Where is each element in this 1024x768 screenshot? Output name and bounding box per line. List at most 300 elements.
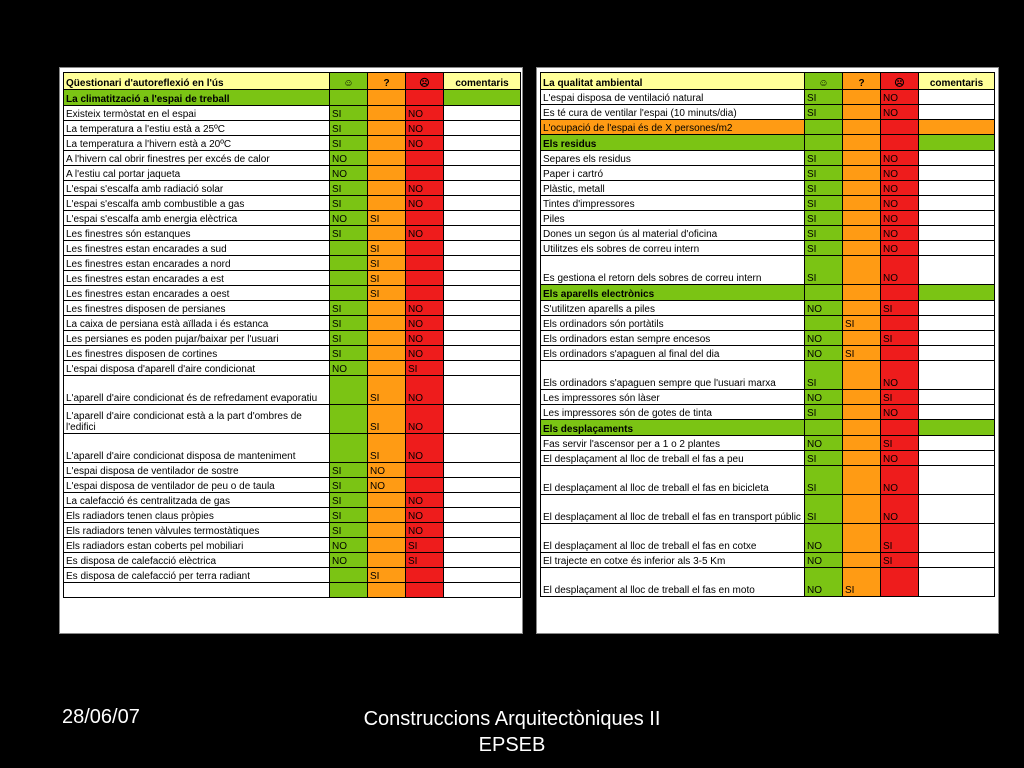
red-answer — [881, 346, 919, 361]
comment-cell — [444, 286, 521, 301]
red-answer: NO — [406, 196, 444, 211]
question-text: Fas servir l'ascensor per a 1 o 2 plantes — [541, 436, 805, 451]
orange-answer — [843, 120, 881, 135]
question-text: Els ordinadors s'apaguen sempre que l'usuari marxa — [541, 361, 805, 390]
comment-cell — [919, 196, 995, 211]
orange-answer — [843, 466, 881, 495]
green-answer: NO — [805, 301, 843, 316]
green-answer: SI — [805, 241, 843, 256]
red-answer — [406, 463, 444, 478]
question-row — [541, 346, 995, 361]
footer-title — [320, 706, 704, 758]
orange-answer — [368, 226, 406, 241]
orange-answer — [843, 90, 881, 105]
orange-answer: SI — [843, 568, 881, 597]
comment-cell — [919, 553, 995, 568]
orange-answer — [843, 436, 881, 451]
red-answer: NO — [881, 241, 919, 256]
question-text: L'ocupació de l'espai és de X persones/m2 — [541, 120, 805, 135]
green-answer: SI — [805, 211, 843, 226]
green-answer: SI — [805, 466, 843, 495]
green-answer: SI — [805, 105, 843, 120]
orange-answer: SI — [368, 271, 406, 286]
question-row — [541, 390, 995, 405]
question-text: Els ordinadors estan sempre encesos — [541, 331, 805, 346]
red-answer: NO — [406, 376, 444, 405]
green-answer — [805, 120, 843, 135]
red-answer: NO — [881, 211, 919, 226]
green-answer: NO — [805, 568, 843, 597]
header-row — [64, 73, 521, 90]
orange-answer — [843, 181, 881, 196]
comment-cell — [444, 166, 521, 181]
question-text: El desplaçament al lloc de treball el fas en cotxe — [541, 524, 805, 553]
comment-cell — [919, 346, 995, 361]
comment-cell — [919, 241, 995, 256]
question-row — [541, 241, 995, 256]
comment-cell — [444, 271, 521, 286]
section-title: La climatització a l'espai de treball — [64, 90, 330, 106]
orange-cell — [843, 135, 881, 151]
green-answer: NO — [805, 553, 843, 568]
orange-answer — [368, 553, 406, 568]
comment-cell — [444, 106, 521, 121]
green-answer — [330, 256, 368, 271]
green-answer: NO — [805, 331, 843, 346]
question-row — [541, 105, 995, 120]
red-answer: NO — [406, 434, 444, 463]
comment-cell — [919, 495, 995, 524]
orange-answer: SI — [843, 346, 881, 361]
question-text: Tintes d'impressores — [541, 196, 805, 211]
green-answer: SI — [330, 226, 368, 241]
comment-cell — [444, 256, 521, 271]
section-header-row — [64, 90, 521, 106]
green-answer: SI — [330, 478, 368, 493]
orange-answer — [368, 121, 406, 136]
orange-answer — [843, 196, 881, 211]
question-row — [541, 436, 995, 451]
orange-answer — [843, 151, 881, 166]
question-text: Els ordinadors són portàtils — [541, 316, 805, 331]
green-answer — [805, 316, 843, 331]
comments-header: comentaris — [444, 73, 521, 90]
comment-cell — [444, 196, 521, 211]
question-text: Existeix termòstat en el espai — [64, 106, 330, 121]
question-text: La temperatura a l'estiu està a 25ºC — [64, 121, 330, 136]
comments-header: comentaris — [919, 73, 995, 90]
question-row — [541, 151, 995, 166]
question-row — [541, 568, 995, 597]
orange-answer: NO — [368, 478, 406, 493]
red-answer: SI — [881, 390, 919, 405]
red-answer: NO — [406, 106, 444, 121]
green-answer: SI — [805, 90, 843, 105]
orange-answer — [368, 316, 406, 331]
question-row — [541, 524, 995, 553]
orange-answer: SI — [368, 241, 406, 256]
comment-cell — [919, 256, 995, 285]
comment-cell — [919, 436, 995, 451]
section-title: Els residus — [541, 135, 805, 151]
question-row — [541, 316, 995, 331]
red-answer — [406, 151, 444, 166]
red-answer: SI — [881, 331, 919, 346]
question-text: Es disposa de calefacció elèctrica — [64, 553, 330, 568]
question-text: Paper i cartró — [541, 166, 805, 181]
orange-answer — [843, 361, 881, 390]
question-text: L'espai s'escalfa amb energia elèctrica — [64, 211, 330, 226]
comment-cell — [919, 301, 995, 316]
question-row — [64, 553, 521, 568]
red-answer: NO — [406, 121, 444, 136]
header-row — [541, 73, 995, 90]
comment-cell — [444, 90, 521, 106]
orange-answer: SI — [368, 434, 406, 463]
comment-cell — [919, 226, 995, 241]
question-row — [541, 301, 995, 316]
question-row — [64, 151, 521, 166]
comment-cell — [444, 136, 521, 151]
green-answer: NO — [330, 553, 368, 568]
comment-cell — [919, 151, 995, 166]
question-row — [64, 226, 521, 241]
green-answer — [330, 241, 368, 256]
question-row — [64, 316, 521, 331]
green-answer: SI — [330, 196, 368, 211]
red-answer: NO — [881, 405, 919, 420]
red-answer — [406, 568, 444, 583]
red-answer: NO — [881, 451, 919, 466]
green-answer: SI — [330, 301, 368, 316]
question-text: La caixa de persiana està aïllada i és estanca — [64, 316, 330, 331]
orange-answer — [368, 136, 406, 151]
question-text: L'espai disposa de ventilador de sostre — [64, 463, 330, 478]
orange-answer — [368, 361, 406, 376]
question-row — [541, 226, 995, 241]
question-text: El desplaçament al lloc de treball el fas en moto — [541, 568, 805, 597]
orange-answer — [843, 241, 881, 256]
green-answer: SI — [805, 256, 843, 285]
comment-cell — [919, 135, 995, 151]
question-text: A l'estiu cal portar jaqueta — [64, 166, 330, 181]
orange-answer — [368, 583, 406, 598]
red-answer: NO — [406, 493, 444, 508]
comment-cell — [919, 466, 995, 495]
green-answer: SI — [330, 523, 368, 538]
orange-answer — [368, 166, 406, 181]
orange-cell — [843, 420, 881, 436]
question-row — [541, 181, 995, 196]
green-answer: NO — [330, 538, 368, 553]
green-answer — [330, 286, 368, 301]
green-answer: SI — [805, 151, 843, 166]
green-answer — [330, 271, 368, 286]
question-text: Les finestres disposen de persianes — [64, 301, 330, 316]
red-answer: NO — [881, 90, 919, 105]
green-answer — [330, 583, 368, 598]
question-row — [541, 361, 995, 390]
footer-title-line2: EPSEB — [478, 734, 546, 756]
orange-answer — [368, 301, 406, 316]
green-answer: SI — [805, 166, 843, 181]
section-header-row — [541, 420, 995, 436]
comment-cell — [444, 181, 521, 196]
red-answer: SI — [881, 301, 919, 316]
question-text: A l'hivern cal obrir finestres per excés de calor — [64, 151, 330, 166]
question-row — [541, 553, 995, 568]
question-mark-icon: ? — [368, 73, 406, 90]
orange-answer: SI — [368, 256, 406, 271]
orange-answer — [843, 390, 881, 405]
question-row — [64, 538, 521, 553]
red-answer — [881, 568, 919, 597]
question-text: Els radiadors tenen vàlvules termostàtiques — [64, 523, 330, 538]
red-answer: SI — [406, 553, 444, 568]
question-row — [64, 166, 521, 181]
green-answer: SI — [330, 181, 368, 196]
orange-answer — [368, 151, 406, 166]
question-row — [541, 451, 995, 466]
orange-answer — [843, 524, 881, 553]
red-answer — [881, 316, 919, 331]
red-answer: NO — [406, 405, 444, 434]
red-answer: SI — [881, 436, 919, 451]
red-answer: NO — [406, 316, 444, 331]
green-answer: SI — [330, 493, 368, 508]
green-cell — [805, 420, 843, 436]
red-answer: SI — [881, 524, 919, 553]
question-row — [64, 196, 521, 211]
green-answer: SI — [330, 121, 368, 136]
comment-cell — [919, 390, 995, 405]
question-row — [64, 286, 521, 301]
red-answer: NO — [881, 466, 919, 495]
red-answer: SI — [406, 538, 444, 553]
red-cell — [406, 90, 444, 106]
red-answer — [406, 211, 444, 226]
question-text: Els radiadors estan coberts pel mobiliari — [64, 538, 330, 553]
green-cell — [805, 285, 843, 301]
question-text: L'espai disposa d'aparell d'aire condicionat — [64, 361, 330, 376]
red-answer — [406, 271, 444, 286]
comment-cell — [444, 434, 521, 463]
orange-answer — [368, 196, 406, 211]
green-answer: NO — [805, 524, 843, 553]
orange-answer — [843, 166, 881, 181]
green-answer: NO — [805, 390, 843, 405]
green-answer: SI — [330, 508, 368, 523]
question-text: Dones un segon ús al material d'oficina — [541, 226, 805, 241]
question-row — [541, 331, 995, 346]
question-text: Les finestres estan encarades a sud — [64, 241, 330, 256]
orange-answer — [843, 331, 881, 346]
orange-answer: SI — [368, 568, 406, 583]
table-title: La qualitat ambiental — [541, 73, 805, 90]
green-answer: SI — [805, 361, 843, 390]
red-cell — [881, 285, 919, 301]
red-cell — [881, 135, 919, 151]
question-row — [64, 301, 521, 316]
comment-cell — [444, 301, 521, 316]
question-text: Es disposa de calefacció per terra radiant — [64, 568, 330, 583]
orange-cell — [368, 90, 406, 106]
question-row — [64, 493, 521, 508]
orange-answer: SI — [368, 211, 406, 226]
right-questionnaire-table — [540, 72, 995, 597]
question-text: L'aparell d'aire condicionat està a la part d'ombres de l'edifici — [64, 405, 330, 434]
section-title: Els aparells electrònics — [541, 285, 805, 301]
question-row — [64, 463, 521, 478]
orange-answer — [843, 226, 881, 241]
red-answer: NO — [406, 331, 444, 346]
question-text: Es té cura de ventilar l'espai (10 minuts/dia) — [541, 105, 805, 120]
question-text: La temperatura a l'hivern està a 20ºC — [64, 136, 330, 151]
question-row — [64, 376, 521, 405]
red-cell — [881, 420, 919, 436]
question-row — [64, 568, 521, 583]
question-text: Les persianes es poden pujar/baixar per l'usuari — [64, 331, 330, 346]
comment-cell — [919, 105, 995, 120]
red-answer: SI — [406, 361, 444, 376]
comment-cell — [919, 285, 995, 301]
comment-cell — [444, 331, 521, 346]
question-row — [64, 361, 521, 376]
comment-cell — [444, 346, 521, 361]
green-answer: SI — [805, 451, 843, 466]
happy-face-icon: ☺ — [805, 73, 843, 90]
green-answer: SI — [805, 405, 843, 420]
footer-title-line1: Construccions Arquitectòniques II — [363, 708, 661, 730]
question-row — [64, 434, 521, 463]
comment-cell — [444, 151, 521, 166]
comment-cell — [919, 451, 995, 466]
red-answer: NO — [406, 181, 444, 196]
green-cell — [330, 90, 368, 106]
comment-cell — [444, 376, 521, 405]
question-text: Les impressores són de gotes de tinta — [541, 405, 805, 420]
comment-cell — [444, 241, 521, 256]
comment-cell — [919, 166, 995, 181]
comment-cell — [444, 478, 521, 493]
red-answer: NO — [406, 346, 444, 361]
green-answer: SI — [805, 196, 843, 211]
orange-answer — [368, 346, 406, 361]
green-answer: NO — [805, 436, 843, 451]
question-text: Piles — [541, 211, 805, 226]
sad-face-icon: ☹ — [881, 73, 919, 90]
orange-answer — [843, 405, 881, 420]
red-answer: NO — [881, 151, 919, 166]
comment-cell — [919, 120, 995, 135]
green-answer: NO — [330, 166, 368, 181]
question-text: Les impressores són làser — [541, 390, 805, 405]
orange-answer: SI — [368, 405, 406, 434]
comment-cell — [444, 405, 521, 434]
orange-answer — [368, 106, 406, 121]
red-answer: NO — [881, 181, 919, 196]
red-answer: NO — [406, 136, 444, 151]
question-row — [541, 211, 995, 226]
comment-cell — [444, 583, 521, 598]
orange-answer — [368, 181, 406, 196]
question-text: El desplaçament al lloc de treball el fas a peu — [541, 451, 805, 466]
comment-cell — [444, 523, 521, 538]
question-text: Les finestres disposen de cortines — [64, 346, 330, 361]
question-row — [541, 120, 995, 135]
question-row — [64, 256, 521, 271]
question-row — [64, 478, 521, 493]
red-answer — [406, 286, 444, 301]
question-text: Separes els residus — [541, 151, 805, 166]
question-text: Les finestres estan encarades a est — [64, 271, 330, 286]
orange-answer — [843, 105, 881, 120]
question-row — [541, 166, 995, 181]
red-answer: SI — [881, 553, 919, 568]
green-answer: SI — [805, 181, 843, 196]
red-answer: NO — [881, 495, 919, 524]
question-row — [541, 196, 995, 211]
green-answer: SI — [330, 331, 368, 346]
comment-cell — [919, 211, 995, 226]
red-answer: NO — [881, 256, 919, 285]
red-answer: NO — [881, 226, 919, 241]
red-answer — [406, 478, 444, 493]
orange-answer — [843, 301, 881, 316]
comment-cell — [919, 524, 995, 553]
red-answer: NO — [406, 508, 444, 523]
red-answer: NO — [881, 166, 919, 181]
question-text: El desplaçament al lloc de treball el fas en bicicleta — [541, 466, 805, 495]
question-text: Els radiadors tenen claus pròpies — [64, 508, 330, 523]
comment-cell — [444, 316, 521, 331]
question-text: Els ordinadors s'apaguen al final del dia — [541, 346, 805, 361]
orange-answer — [368, 331, 406, 346]
red-answer — [881, 120, 919, 135]
orange-answer — [368, 493, 406, 508]
question-text: Les finestres estan encarades a oest — [64, 286, 330, 301]
section-header-row — [541, 135, 995, 151]
green-answer: NO — [330, 151, 368, 166]
question-text: L'espai s'escalfa amb combustible a gas — [64, 196, 330, 211]
question-row — [64, 121, 521, 136]
green-answer: NO — [805, 346, 843, 361]
question-text: Les finestres estan encarades a nord — [64, 256, 330, 271]
green-answer: SI — [330, 136, 368, 151]
comment-cell — [444, 226, 521, 241]
orange-answer — [368, 523, 406, 538]
comment-cell — [444, 508, 521, 523]
comment-cell — [444, 493, 521, 508]
orange-answer — [368, 508, 406, 523]
green-answer: NO — [330, 361, 368, 376]
comment-cell — [919, 90, 995, 105]
green-answer: SI — [330, 346, 368, 361]
green-answer: SI — [330, 316, 368, 331]
orange-cell — [843, 285, 881, 301]
question-text: L'aparell d'aire condicionat és de refredament evaporatiu — [64, 376, 330, 405]
red-answer: NO — [406, 301, 444, 316]
question-row — [64, 508, 521, 523]
left-questionnaire-sheet — [60, 68, 522, 633]
comment-cell — [444, 463, 521, 478]
question-row — [64, 211, 521, 226]
question-row — [64, 523, 521, 538]
comment-cell — [919, 405, 995, 420]
sad-face-icon: ☹ — [406, 73, 444, 90]
orange-answer — [843, 451, 881, 466]
red-answer — [406, 241, 444, 256]
